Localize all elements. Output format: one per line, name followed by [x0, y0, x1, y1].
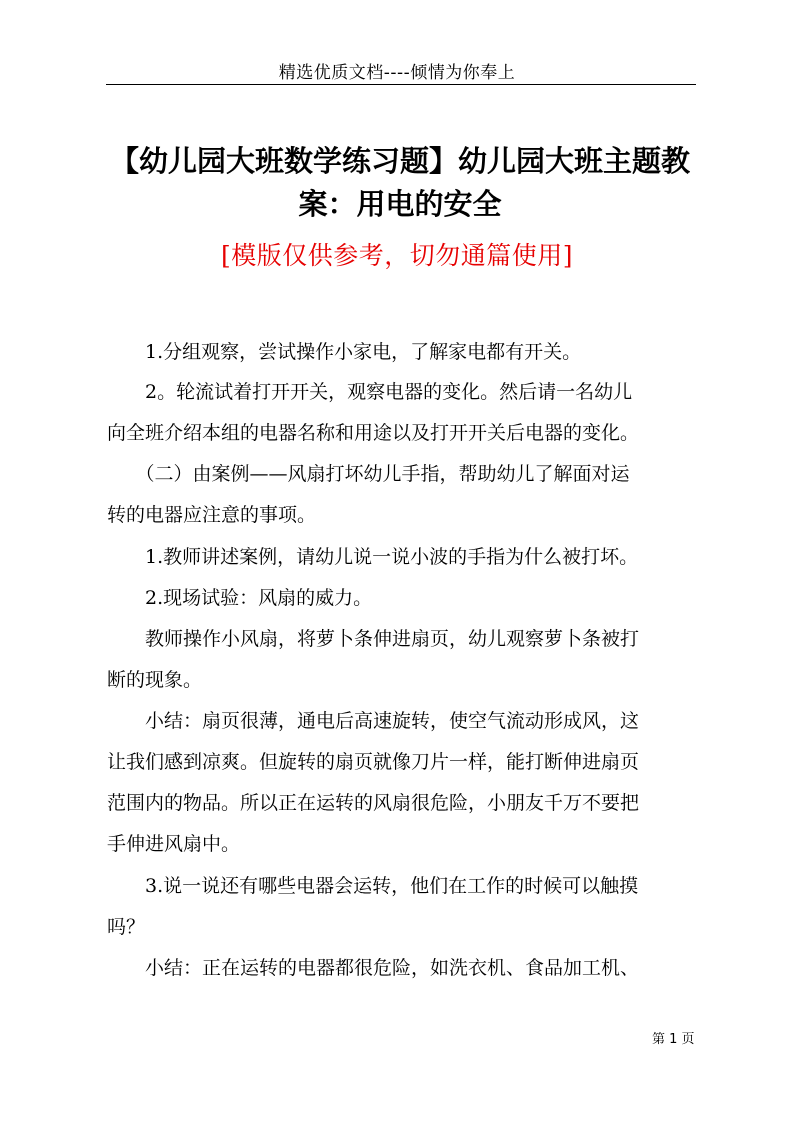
paragraph-line: 小结：正在运转的电器都很危险，如洗衣机、食品加工机、 [107, 957, 640, 979]
paragraph-line: 让我们感到凉爽。但旋转的扇页就像刀片一样，能打断伸进扇页 [107, 751, 640, 773]
paragraph-line: 小结：扇页很薄，通电后高速旋转，使空气流动形成风，这 [107, 710, 640, 732]
paragraph-line: 向全班介绍本组的电器名称和用途以及打开开关后电器的变化。 [107, 422, 640, 444]
document-subtitle: [模版仅供参考，切勿通篇使用] [220, 241, 573, 270]
paragraph-line: 2.现场试验：风扇的威力。 [107, 587, 373, 609]
paragraph-line: （二）由案例——风扇打坏幼儿手指，帮助幼儿了解面对运 [107, 463, 630, 485]
header-divider [106, 84, 696, 85]
paragraph-line: 教师操作小风扇，将萝卜条伸进扇页，幼儿观察萝卜条被打 [107, 628, 640, 650]
title-line-2: 案：用电的安全 [298, 187, 502, 221]
page-header: 精选优质文档----倾情为你奉上 [278, 63, 516, 83]
paragraph-line: 吗？ [107, 916, 146, 938]
paragraph-line: 手伸进风扇中。 [107, 833, 241, 855]
paragraph-line: 1.分组观察，尝试操作小家电，了解家电都有开关。 [107, 341, 582, 363]
paragraph-line: 3.说一说还有哪些电器会运转，他们在工作的时候可以触摸 [107, 875, 639, 897]
paragraph-line: 转的电器应注意的事项。 [107, 504, 317, 526]
document-title [100, 140, 700, 226]
title-line-1: 【幼儿园大班数学练习题】幼儿园大班主题教 [109, 144, 690, 178]
paragraph-line: 2。轮流试着打开开关，观察电器的变化。然后请一名幼儿 [107, 381, 633, 403]
page-number: 第 1 页 [652, 1032, 695, 1047]
paragraph-line: 1.教师讲述案例，请幼儿说一说小波的手指为什么被打坏。 [107, 546, 639, 568]
paragraph-line: 范围内的物品。所以正在运转的风扇很危险，小朋友千万不要把 [107, 792, 640, 814]
paragraph-line: 断的现象。 [107, 669, 203, 691]
